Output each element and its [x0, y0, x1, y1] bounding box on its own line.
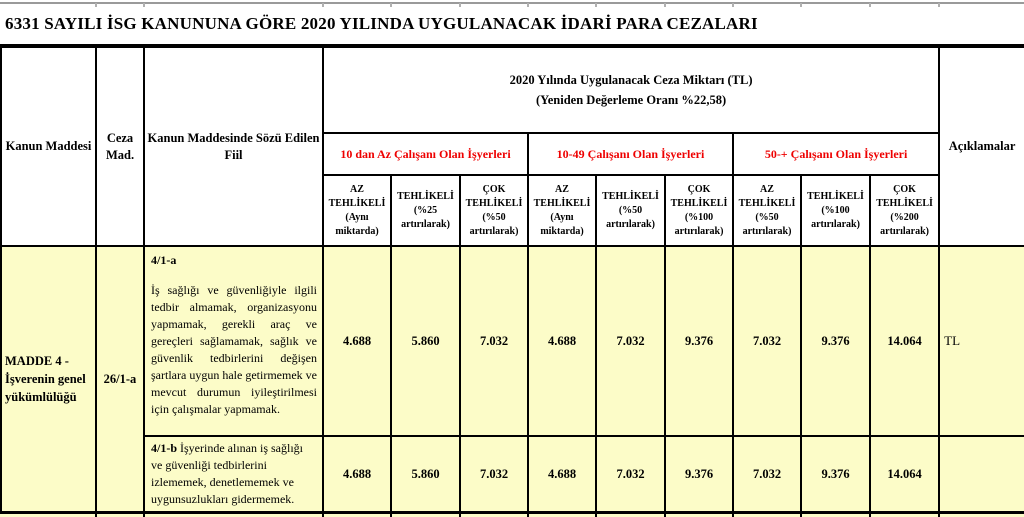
value-cell: 5.860 — [391, 436, 460, 513]
fiil-text: İş sağlığı ve güvenliğiyle ilgili tedbir almamak, organizasyonu yapmamak, gerekli araç ve gereçleri sağlamamak, sağlık ve güvenlik tedbirlerini değişen şartlara uygun hale getirmemek ve mevcut durumun iyileştirilmesi için çalışmalar yapmamak. — [151, 283, 317, 416]
value-cell: 9.376 — [801, 436, 870, 513]
group-header-10-49: 10-49 Çalışanı Olan İşyerleri — [528, 133, 733, 175]
header-kanun-maddesi: Kanun Maddesi — [1, 46, 96, 246]
value-cell: 7.032 — [733, 436, 801, 513]
cell-fiil-4-1-b — [144, 436, 323, 513]
subcol-g2-tehlikeli: TEHLİKELİ (%50 artırılarak) — [596, 175, 665, 246]
value-cell: 7.032 — [460, 436, 528, 513]
penalties-table — [0, 44, 1024, 514]
header-aciklamalar: Açıklamalar — [939, 46, 1024, 246]
cropped-row-above — [0, 0, 1024, 7]
value-cell: 9.376 — [801, 246, 870, 436]
value-cell: 9.376 — [665, 436, 733, 513]
subcol-g3-az-tehlikeli: AZ TEHLİKELİ (%50 artırılarak) — [733, 175, 801, 246]
cell-aciklama — [939, 436, 1024, 513]
header-fiil: Kanun Maddesinde Sözü Edilen Fiil — [144, 46, 323, 246]
subcol-g1-cok-tehlikeli: ÇOK TEHLİKELİ (%50 artırılarak) — [460, 175, 528, 246]
amount-title-line2: (Yeniden Değerleme Oranı %22,58) — [535, 93, 727, 107]
value-cell: 9.376 — [665, 246, 733, 436]
value-cell: 5.860 — [391, 246, 460, 436]
subcol-g2-cok-tehlikeli: ÇOK TEHLİKELİ (%100 artırılarak) — [665, 175, 733, 246]
value-cell: 7.032 — [460, 246, 528, 436]
value-cell: 4.688 — [528, 436, 596, 513]
subcol-g1-az-tehlikeli: AZ TEHLİKELİ (Aynı miktarda) — [323, 175, 391, 246]
value-cell: 4.688 — [323, 436, 391, 513]
value-cell: 4.688 — [323, 246, 391, 436]
amount-title-line1: 2020 Yılında Uygulanacak Ceza Miktarı (TL) — [509, 73, 753, 87]
subcol-g3-tehlikeli: TEHLİKELİ (%100 artırılarak) — [801, 175, 870, 246]
page-title: 6331 SAYILI İSG KANUNUNA GÖRE 2020 YILINDA UYGULANACAK İDARİ PARA CEZALARI — [5, 14, 758, 33]
value-cell: 7.032 — [596, 436, 665, 513]
value-cell: 4.688 — [528, 246, 596, 436]
group-header-under-10: 10 dan Az Çalışanı Olan İşyerleri — [323, 133, 528, 175]
cell-aciklama: TL — [939, 246, 1024, 436]
header-ceza-mad: Ceza Mad. — [96, 46, 144, 246]
fiil-code: 4/1-b — [151, 441, 178, 455]
cell-kanun-maddesi: MADDE 4 - İşverenin genel yükümlülüğü — [1, 246, 96, 513]
group-header-50-plus: 50-+ Çalışanı Olan İşyerleri — [733, 133, 939, 175]
subcol-g1-tehlikeli: TEHLİKELİ (%25 artırılarak) — [391, 175, 460, 246]
value-cell: 14.064 — [870, 246, 939, 436]
value-cell: 7.032 — [596, 246, 665, 436]
subcol-g3-cok-tehlikeli: ÇOK TEHLİKELİ (%200 artırılarak) — [870, 175, 939, 246]
cell-fiil-4-1-a — [144, 246, 323, 436]
header-amount-title — [323, 46, 939, 133]
fiil-code: 4/1-a — [151, 253, 177, 267]
subcol-g2-az-tehlikeli: AZ TEHLİKELİ (Aynı miktarda) — [528, 175, 596, 246]
value-cell: 14.064 — [870, 436, 939, 513]
value-cell: 7.032 — [733, 246, 801, 436]
fiil-text: İşyerinde alınan iş sağlığı ve güvenliği tedbirlerini izlememek, denetlememek ve uygunsuzlukları gidermemek. — [151, 441, 303, 506]
cell-ceza-maddesi: 26/1-a — [96, 246, 144, 513]
